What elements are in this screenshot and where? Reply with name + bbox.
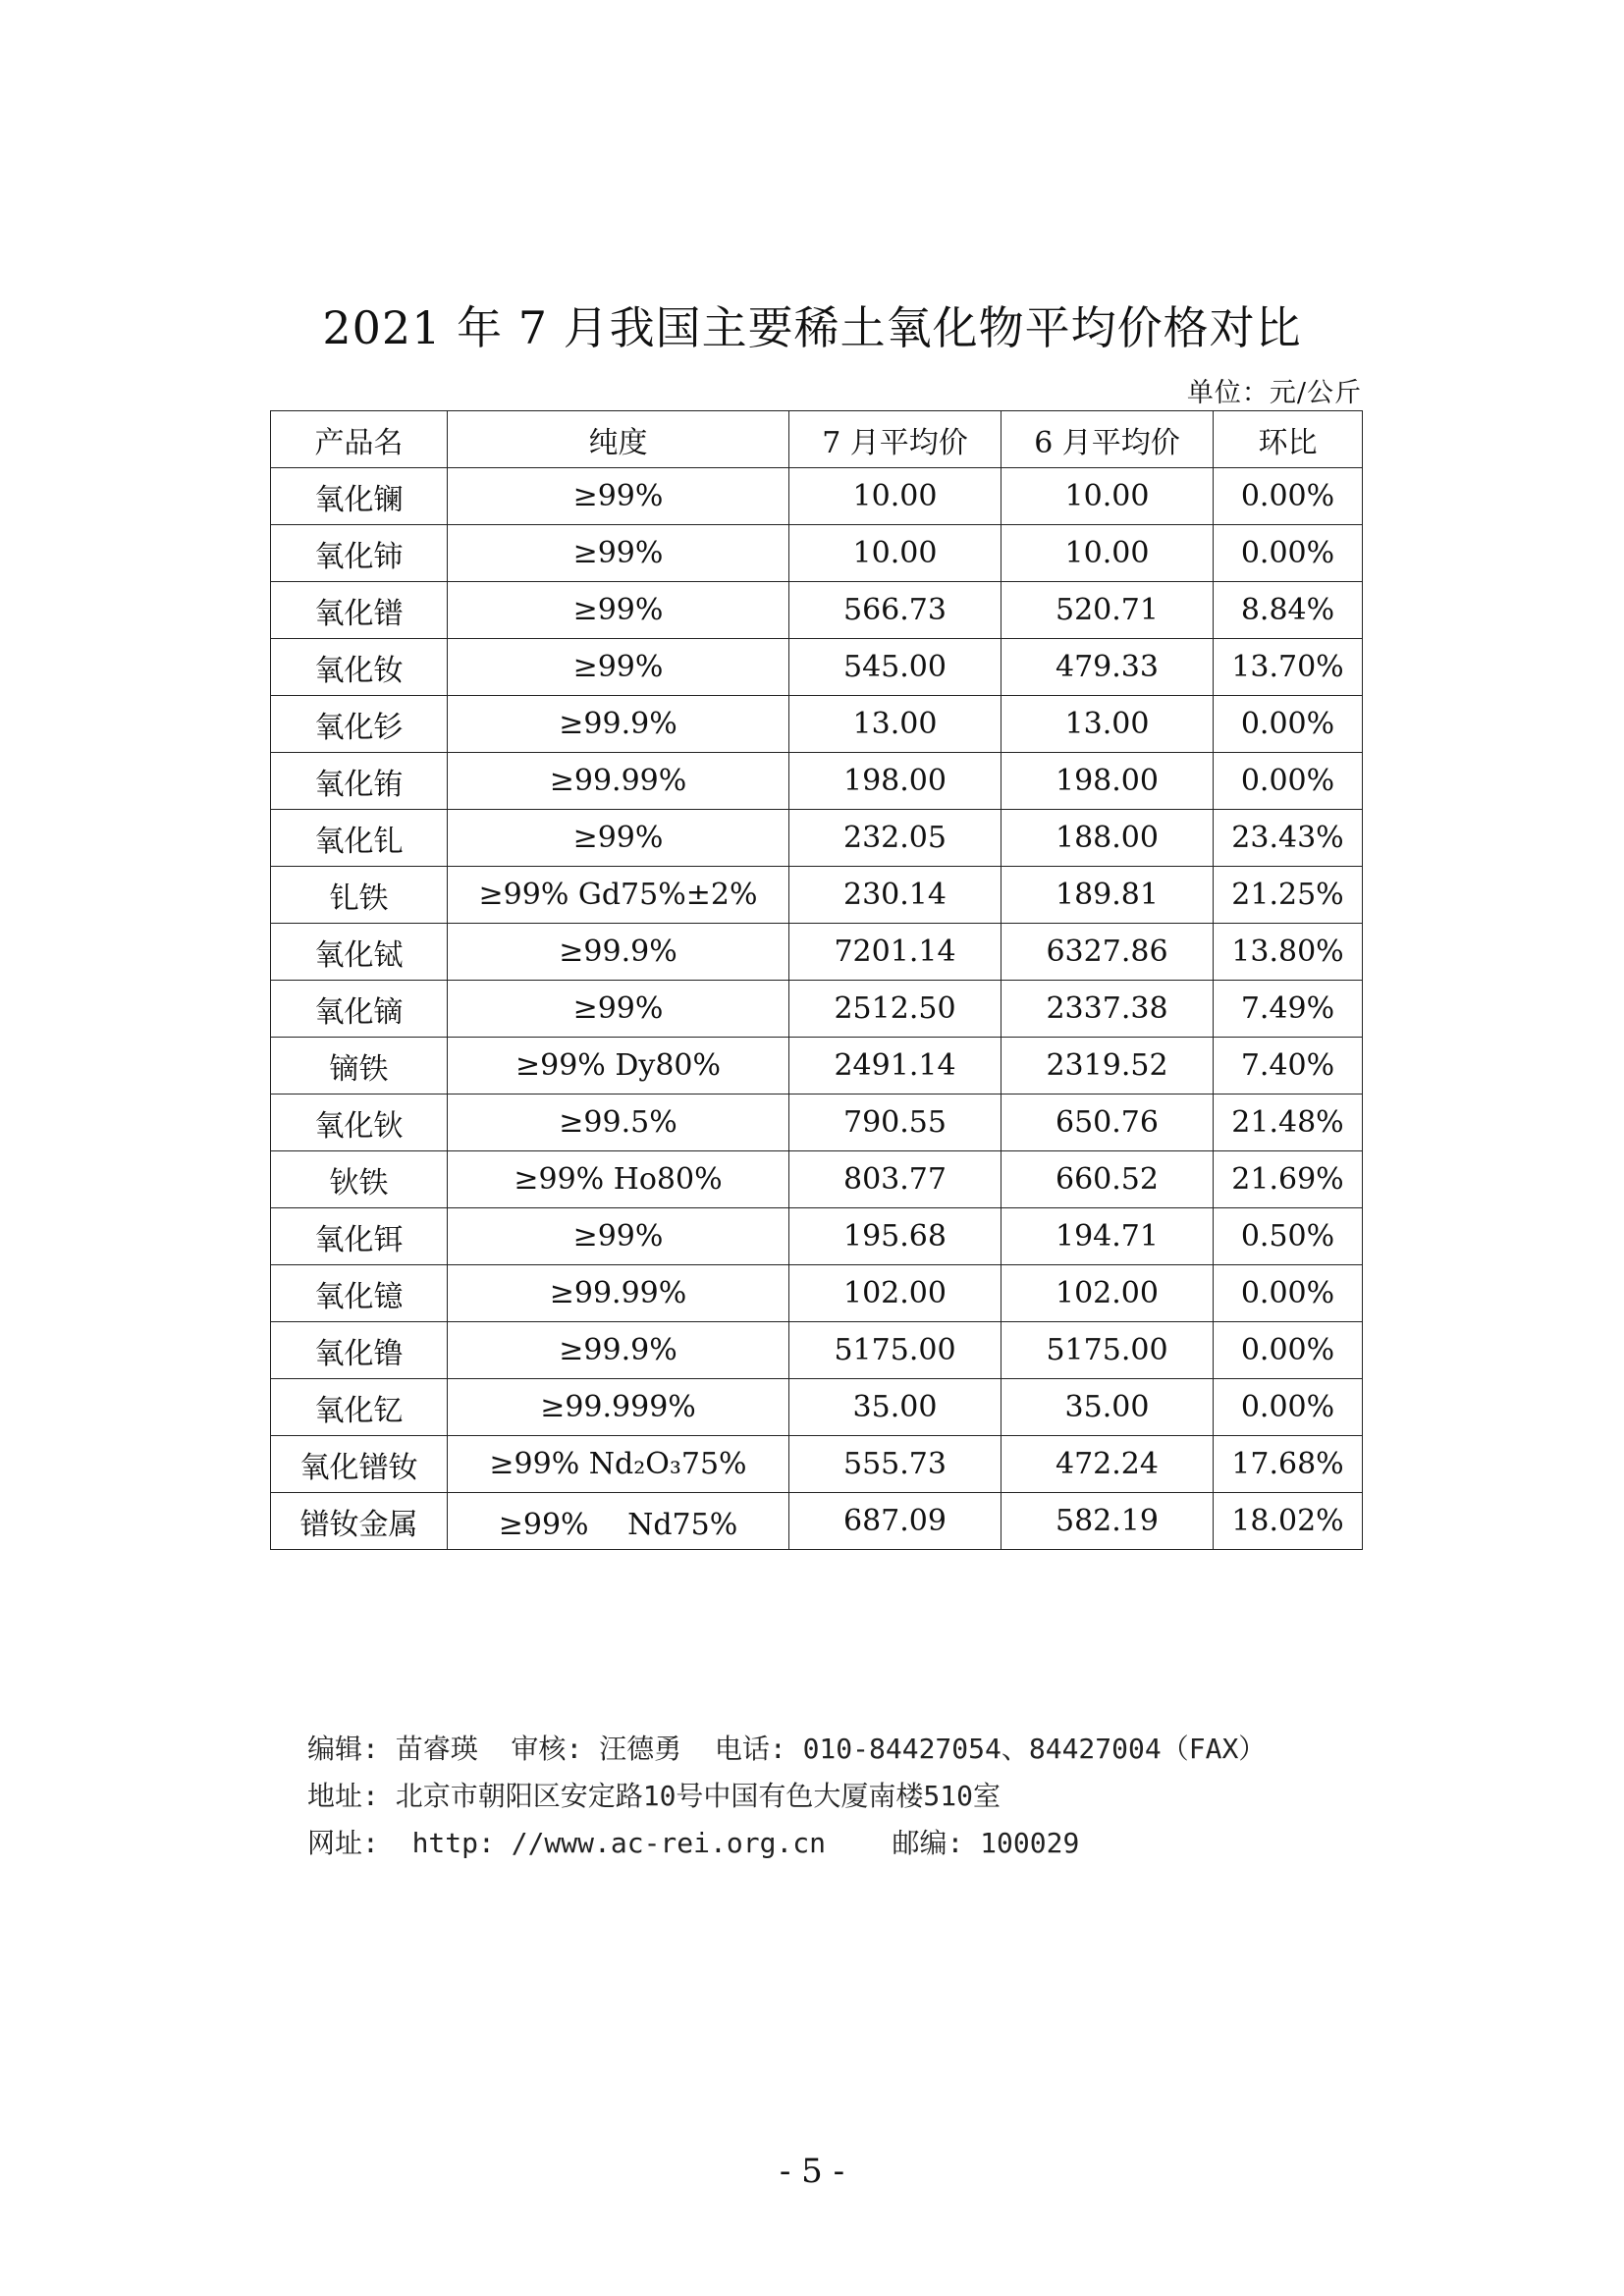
- cell-purity: ≥99.9%: [448, 1322, 789, 1379]
- cell-june-price: 2319.52: [1001, 1038, 1214, 1095]
- cell-july-price: 2491.14: [789, 1038, 1001, 1095]
- table-row: [271, 1436, 1363, 1493]
- cell-purity: ≥99%: [448, 981, 789, 1038]
- header-purity: 纯度: [448, 411, 789, 468]
- cell-product-name: 氧化钕: [271, 639, 448, 696]
- cell-change: 7.49%: [1214, 981, 1363, 1038]
- cell-change: 0.00%: [1214, 1265, 1363, 1322]
- cell-june-price: 6327.86: [1001, 924, 1214, 981]
- cell-july-price: 5175.00: [789, 1322, 1001, 1379]
- cell-july-price: 102.00: [789, 1265, 1001, 1322]
- cell-purity: ≥99.9%: [448, 924, 789, 981]
- cell-purity: ≥99%: [448, 525, 789, 582]
- cell-june-price: 13.00: [1001, 696, 1214, 753]
- cell-purity: ≥99%: [448, 1208, 789, 1265]
- table-row: [271, 1151, 1363, 1208]
- cell-purity: ≥99%: [448, 582, 789, 639]
- page-number: - 5 -: [779, 2152, 845, 2191]
- table-row: [271, 1095, 1363, 1151]
- cell-purity: ≥99.5%: [448, 1095, 789, 1151]
- cell-product-name: 氧化镥: [271, 1322, 448, 1379]
- table-row: [271, 1322, 1363, 1379]
- cell-change: 17.68%: [1214, 1436, 1363, 1493]
- cell-change: 0.00%: [1214, 1322, 1363, 1379]
- cell-product-name: 氧化镝: [271, 981, 448, 1038]
- cell-purity: ≥99% Nd75%: [448, 1493, 789, 1550]
- cell-july-price: 13.00: [789, 696, 1001, 753]
- cell-purity: ≥99% Dy80%: [448, 1038, 789, 1095]
- document-title: 2021 年 7 月我国主要稀土氧化物平均价格对比: [322, 301, 1302, 354]
- cell-june-price: 102.00: [1001, 1265, 1214, 1322]
- cell-product-name: 氧化镱: [271, 1265, 448, 1322]
- cell-product-name: 镨钕金属: [271, 1493, 448, 1550]
- cell-product-name: 钆铁: [271, 867, 448, 924]
- cell-change: 18.02%: [1214, 1493, 1363, 1550]
- footer-contact: [307, 1726, 1266, 1867]
- cell-product-name: 氧化铒: [271, 1208, 448, 1265]
- table-header-row: [271, 411, 1363, 468]
- cell-june-price: 198.00: [1001, 753, 1214, 810]
- cell-change: 21.25%: [1214, 867, 1363, 924]
- cell-july-price: 198.00: [789, 753, 1001, 810]
- cell-purity: ≥99%: [448, 468, 789, 525]
- cell-july-price: 232.05: [789, 810, 1001, 867]
- cell-july-price: 230.14: [789, 867, 1001, 924]
- cell-change: 8.84%: [1214, 582, 1363, 639]
- cell-july-price: 35.00: [789, 1379, 1001, 1436]
- table-row: [271, 1208, 1363, 1265]
- cell-june-price: 188.00: [1001, 810, 1214, 867]
- cell-july-price: 545.00: [789, 639, 1001, 696]
- cell-change: 23.43%: [1214, 810, 1363, 867]
- table-row: [271, 1038, 1363, 1095]
- table-body: [271, 468, 1363, 1550]
- cell-june-price: 660.52: [1001, 1151, 1214, 1208]
- table-row: [271, 468, 1363, 525]
- cell-june-price: 35.00: [1001, 1379, 1214, 1436]
- table-row: [271, 525, 1363, 582]
- cell-july-price: 555.73: [789, 1436, 1001, 1493]
- cell-july-price: 195.68: [789, 1208, 1001, 1265]
- cell-june-price: 520.71: [1001, 582, 1214, 639]
- cell-july-price: 10.00: [789, 525, 1001, 582]
- cell-product-name: 氧化铕: [271, 753, 448, 810]
- cell-product-name: 氧化镨: [271, 582, 448, 639]
- unit-label: 单位：元/公斤: [1186, 378, 1362, 408]
- cell-july-price: 7201.14: [789, 924, 1001, 981]
- cell-change: 21.48%: [1214, 1095, 1363, 1151]
- table-row: [271, 867, 1363, 924]
- table-row: [271, 639, 1363, 696]
- cell-july-price: 10.00: [789, 468, 1001, 525]
- cell-june-price: 650.76: [1001, 1095, 1214, 1151]
- cell-product-name: 氧化铈: [271, 525, 448, 582]
- cell-june-price: 194.71: [1001, 1208, 1214, 1265]
- cell-product-name: 氧化钆: [271, 810, 448, 867]
- cell-purity: ≥99%: [448, 810, 789, 867]
- header-june-price: 6 月平均价: [1001, 411, 1214, 468]
- cell-product-name: 氧化铽: [271, 924, 448, 981]
- cell-change: 0.00%: [1214, 468, 1363, 525]
- cell-purity: ≥99% Gd75%±2%: [448, 867, 789, 924]
- cell-change: 0.00%: [1214, 1379, 1363, 1436]
- cell-july-price: 790.55: [789, 1095, 1001, 1151]
- cell-june-price: 472.24: [1001, 1436, 1214, 1493]
- cell-purity: ≥99%: [448, 639, 789, 696]
- cell-june-price: 582.19: [1001, 1493, 1214, 1550]
- table-row: [271, 1379, 1363, 1436]
- cell-june-price: 479.33: [1001, 639, 1214, 696]
- cell-purity: ≥99% Nd₂O₃75%: [448, 1436, 789, 1493]
- header-product: 产品名: [271, 411, 448, 468]
- cell-change: 0.00%: [1214, 525, 1363, 582]
- table-row: [271, 1493, 1363, 1550]
- cell-purity: ≥99.99%: [448, 1265, 789, 1322]
- table-row: [271, 696, 1363, 753]
- cell-product-name: 氧化钐: [271, 696, 448, 753]
- cell-product-name: 氧化镨钕: [271, 1436, 448, 1493]
- table-row: [271, 753, 1363, 810]
- footer-editor-line: 编辑: 苗睿瑛 审核: 汪德勇 电话: 010-84427054、84427004（FAX）: [307, 1733, 1267, 1765]
- cell-july-price: 566.73: [789, 582, 1001, 639]
- cell-july-price: 687.09: [789, 1493, 1001, 1550]
- table-row: [271, 924, 1363, 981]
- cell-product-name: 氧化钬: [271, 1095, 448, 1151]
- cell-purity: ≥99.9%: [448, 696, 789, 753]
- footer-address-line: 地址: 北京市朝阳区安定路10号中国有色大厦南楼510室: [307, 1780, 1001, 1812]
- cell-june-price: 5175.00: [1001, 1322, 1214, 1379]
- cell-june-price: 10.00: [1001, 468, 1214, 525]
- cell-change: 21.69%: [1214, 1151, 1363, 1208]
- price-table: [270, 410, 1363, 1550]
- table-row: [271, 1265, 1363, 1322]
- table-row: [271, 582, 1363, 639]
- cell-change: 7.40%: [1214, 1038, 1363, 1095]
- header-change: 环比: [1214, 411, 1363, 468]
- cell-change: 0.50%: [1214, 1208, 1363, 1265]
- cell-change: 0.00%: [1214, 696, 1363, 753]
- cell-june-price: 189.81: [1001, 867, 1214, 924]
- cell-june-price: 10.00: [1001, 525, 1214, 582]
- header-july-price: 7 月平均价: [789, 411, 1001, 468]
- footer-website-line: 网址: http: //www.ac-rei.org.cn 邮编: 100029: [307, 1827, 1080, 1859]
- cell-product-name: 氧化钇: [271, 1379, 448, 1436]
- cell-june-price: 2337.38: [1001, 981, 1214, 1038]
- cell-product-name: 镝铁: [271, 1038, 448, 1095]
- table-row: [271, 810, 1363, 867]
- cell-purity: ≥99.99%: [448, 753, 789, 810]
- cell-change: 13.80%: [1214, 924, 1363, 981]
- cell-july-price: 803.77: [789, 1151, 1001, 1208]
- cell-purity: ≥99% Ho80%: [448, 1151, 789, 1208]
- table-row: [271, 981, 1363, 1038]
- cell-july-price: 2512.50: [789, 981, 1001, 1038]
- cell-change: 0.00%: [1214, 753, 1363, 810]
- cell-product-name: 氧化镧: [271, 468, 448, 525]
- cell-change: 13.70%: [1214, 639, 1363, 696]
- cell-purity: ≥99.999%: [448, 1379, 789, 1436]
- cell-product-name: 钬铁: [271, 1151, 448, 1208]
